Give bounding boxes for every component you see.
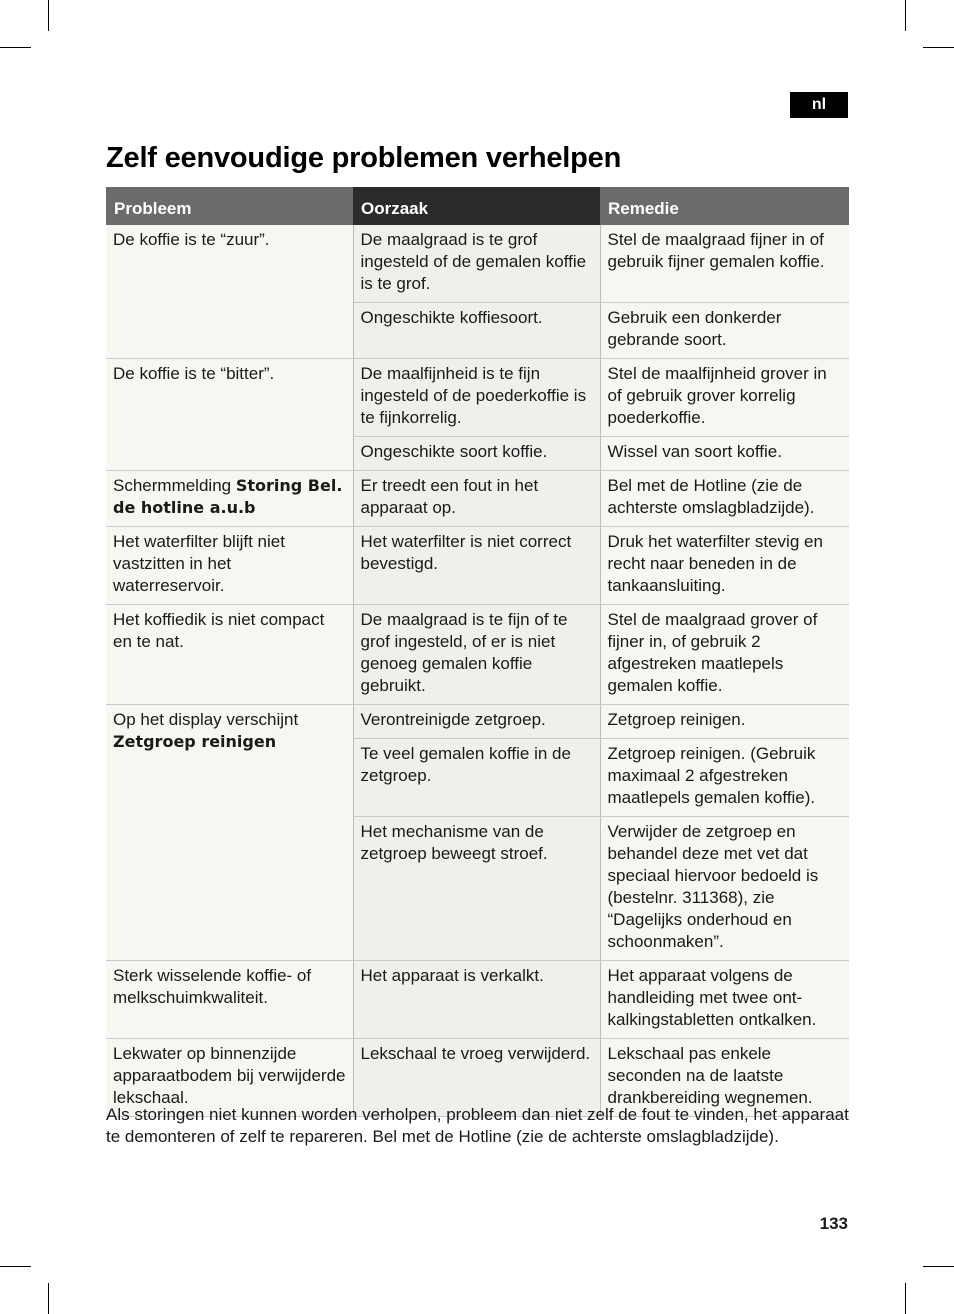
remedy-cell: Gebruik een donkerder gebrande soort. [600, 303, 849, 359]
cause-cell: De maalgraad is te grof ingesteld of de gemalen koffie is te grof. [353, 225, 600, 303]
cause-cell: Het apparaat is verkalkt. [353, 961, 600, 1039]
table-row [106, 605, 849, 705]
crop-mark [48, 1283, 49, 1314]
remedy-cell: Lekschaal pas enkele seconden na de laatste drankbereiding wegnemen. [600, 1039, 849, 1117]
problem-text: Op het display verschijnt [113, 710, 299, 729]
remedy-cell: Verwijder de zetgroep en behandel deze met vet dat speciaal hiervoor bedoeld is (bestelnr. 311368), zie “Dagelijks onderhoud en schoonmaken”. [600, 817, 849, 961]
cause-cell: Er treedt een fout in het apparaat op. [353, 471, 600, 527]
remedy-cell: Druk het waterfilter stevig en recht naar beneden in de tankaansluiting. [600, 527, 849, 605]
crop-mark [905, 0, 906, 31]
table-row [106, 527, 849, 605]
cause-cell: Ongeschikte koffiesoort. [353, 303, 600, 359]
remedy-cell: Zetgroep reinigen. [600, 705, 849, 739]
crop-mark [0, 47, 31, 48]
display-message: Storing Bel. de hotline a.u.b [113, 476, 343, 517]
column-header-remedy: Remedie [600, 187, 849, 225]
page-title: Zelf eenvoudige problemen verhelpen [106, 142, 622, 174]
crop-mark [0, 1266, 31, 1267]
column-header-problem: Probleem [106, 187, 353, 225]
problem-cell [106, 471, 353, 527]
cause-cell: Verontreinigde zetgroep. [353, 705, 600, 739]
cause-cell: De maalgraad is te fijn of te grof ingesteld, of er is niet genoeg gemalen koffie gebruikt. [353, 605, 600, 705]
cause-cell: De maalfijnheid is te fijn ingesteld of de poederkoffie is te fijnkorrelig. [353, 359, 600, 437]
remedy-cell: Stel de maalfijnheid grover in of gebruik grover korrelig poederkoffie. [600, 359, 849, 437]
page-number: 133 [819, 1214, 848, 1233]
problem-cell [106, 705, 353, 961]
problem-cell: Sterk wisselende koffie- of melkschuimkwaliteit. [106, 961, 353, 1039]
footer-note: Als storingen niet kunnen worden verholpen, probleem dan niet zelf de fout te vinden, het apparaat te demonteren of zelf te repareren. Bel met de Hotline (zie de achterste omslagbladzijde). [106, 1105, 849, 1146]
cause-cell: Ongeschikte soort koffie. [353, 437, 600, 471]
troubleshooting-table [106, 187, 849, 1117]
crop-mark [923, 47, 954, 48]
remedy-cell: Zetgroep reinigen. (Gebruik maximaal 2 afgestreken maatlepels gemalen koffie). [600, 739, 849, 817]
problem-cell: Het koffiedik is niet compact en te nat. [106, 605, 353, 705]
problem-text: Schermmelding [113, 476, 236, 495]
problem-cell: De koffie is te “bitter”. [106, 359, 353, 471]
language-badge: nl [790, 92, 848, 118]
table-header-row [106, 187, 849, 225]
crop-mark [48, 0, 49, 31]
display-message: Zetgroep reinigen [113, 732, 277, 751]
cause-cell: Het mechanisme van de zetgroep beweegt stroef. [353, 817, 600, 961]
problem-cell: Het waterfilter blijft niet vastzitten in het waterreservoir. [106, 527, 353, 605]
remedy-cell: Bel met de Hotline (zie de achterste omslagbladzijde). [600, 471, 849, 527]
remedy-cell: Stel de maalgraad fijner in of gebruik fijner gemalen koffie. [600, 225, 849, 303]
crop-mark [905, 1283, 906, 1314]
table-row [106, 705, 849, 739]
remedy-cell: Wissel van soort koffie. [600, 437, 849, 471]
remedy-cell: Stel de maalgraad grover of fijner in, of gebruik 2 afgestreken maatlepels gemalen koffie. [600, 605, 849, 705]
table-row [106, 225, 849, 303]
table-row [106, 471, 849, 527]
table-row [106, 359, 849, 437]
cause-cell: Lekschaal te vroeg verwijderd. [353, 1039, 600, 1117]
remedy-cell: Het apparaat volgens de handleiding met twee ont-kalkingstabletten ontkalken. [600, 961, 849, 1039]
problem-cell: Lekwater op binnenzijde apparaatbodem bij verwijderde lekschaal. [106, 1039, 353, 1117]
problem-cell: De koffie is te “zuur”. [106, 225, 353, 359]
cause-cell: Het waterfilter is niet correct bevestigd. [353, 527, 600, 605]
crop-mark [923, 1266, 954, 1267]
cause-cell: Te veel gemalen koffie in de zetgroep. [353, 739, 600, 817]
table-row [106, 961, 849, 1039]
column-header-cause: Oorzaak [353, 187, 600, 225]
